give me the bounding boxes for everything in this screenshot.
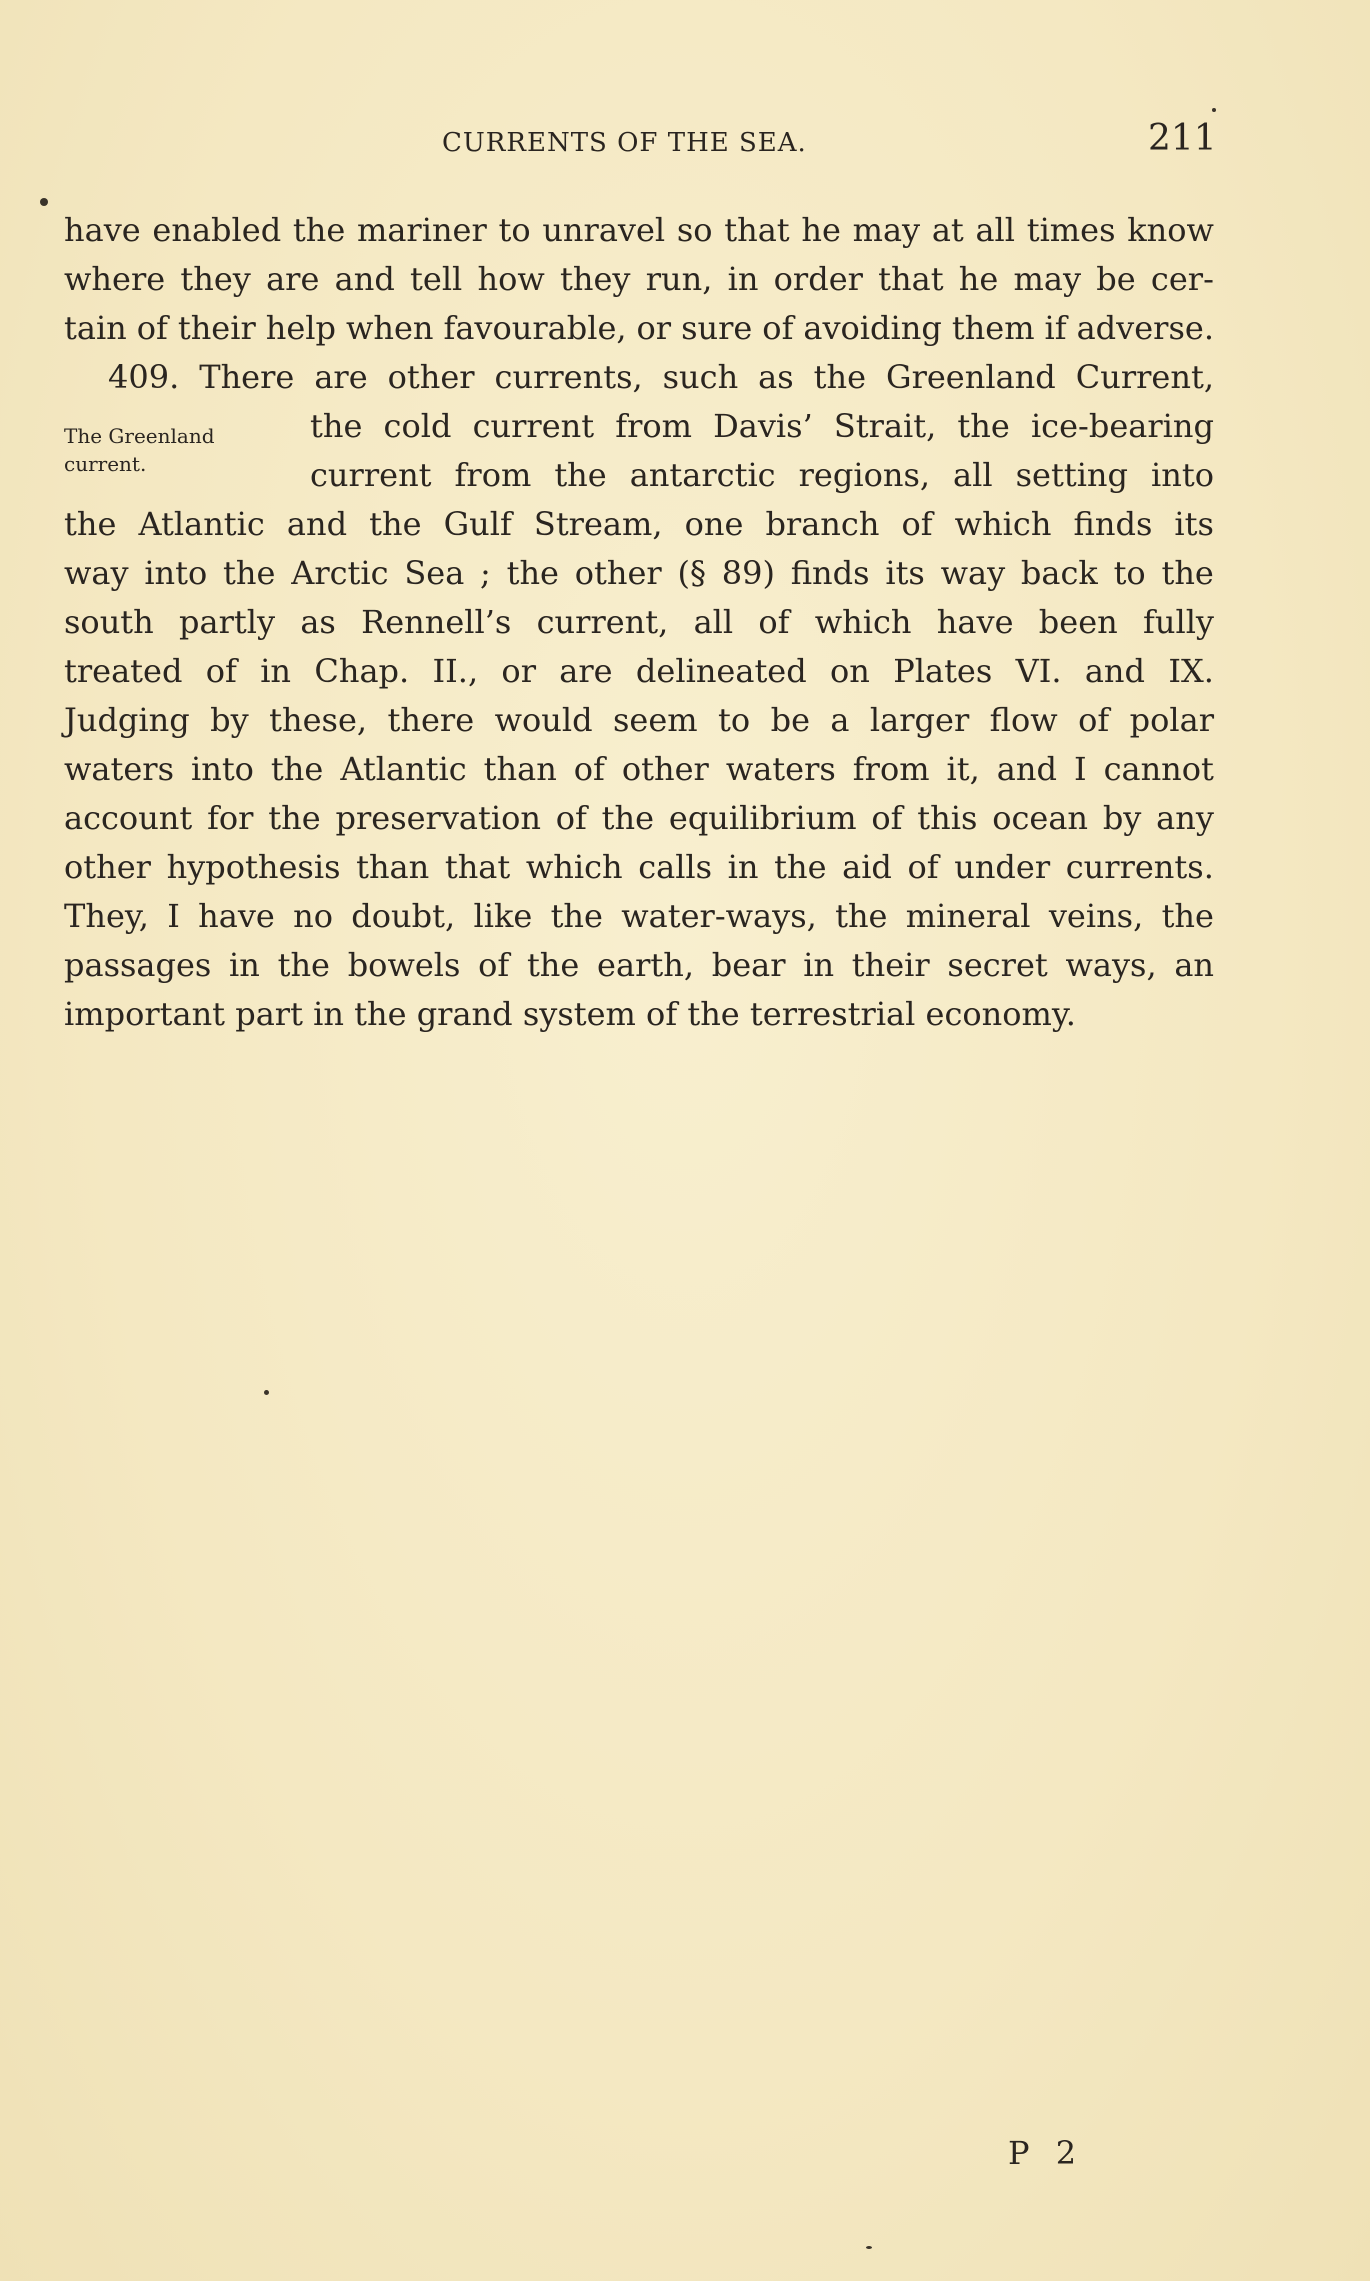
text-line: south partly as Rennell’s current, all of which have been fully	[64, 603, 1214, 641]
text-line: where they are and tell how they run, in order that he may be cer-	[64, 260, 1214, 298]
running-head: CURRENTS OF THE SEA.	[442, 128, 807, 158]
body-text	[64, 206, 1214, 1039]
ink-speck	[1212, 108, 1216, 112]
text-line: the cold current from Davis’ Strait, the ice-bearing	[310, 407, 1214, 445]
text-line: waters into the Atlantic than of other waters from it, and I cannot	[64, 750, 1214, 788]
text-line: way into the Arctic Sea ; the other (§ 89) finds its way back to the	[64, 554, 1214, 592]
page-number: 211	[1148, 118, 1217, 159]
text-line: tain of their help when favourable, or sure of avoiding them if adverse.	[64, 309, 1214, 347]
text-line: other hypothesis than that which calls in the aid of under currents.	[64, 848, 1214, 886]
margin-note-line-1: The Greenland	[64, 424, 215, 448]
text-line: passages in the bowels of the earth, bear in their secret ways, an	[64, 946, 1214, 984]
text-line: have enabled the mariner to unravel so that he may at all times know	[64, 211, 1214, 249]
text-line: treated of in Chap. II., or are delineated on Plates VI. and IX.	[64, 652, 1214, 690]
text-line: the Atlantic and the Gulf Stream, one branch of which finds its	[64, 505, 1214, 543]
ink-speck	[866, 2246, 872, 2249]
ink-speck	[40, 198, 48, 206]
text-line: important part in the grand system of the terrestrial economy.	[64, 995, 1076, 1033]
text-line: Judging by these, there would seem to be a larger flow of polar	[64, 701, 1214, 739]
margin-note-line-2: current.	[64, 452, 147, 476]
paragraph-409-start: 409. There are other currents, such as the Greenland Current,	[108, 358, 1214, 396]
text-line: They, I have no doubt, like the water-ways, the mineral veins, the	[64, 897, 1214, 935]
text-line: account for the preservation of the equilibrium of this ocean by any	[64, 799, 1214, 837]
signature-mark: P 2	[1008, 2134, 1085, 2172]
text-line: current from the antarctic regions, all setting into	[310, 456, 1214, 494]
ink-speck	[264, 1390, 269, 1395]
